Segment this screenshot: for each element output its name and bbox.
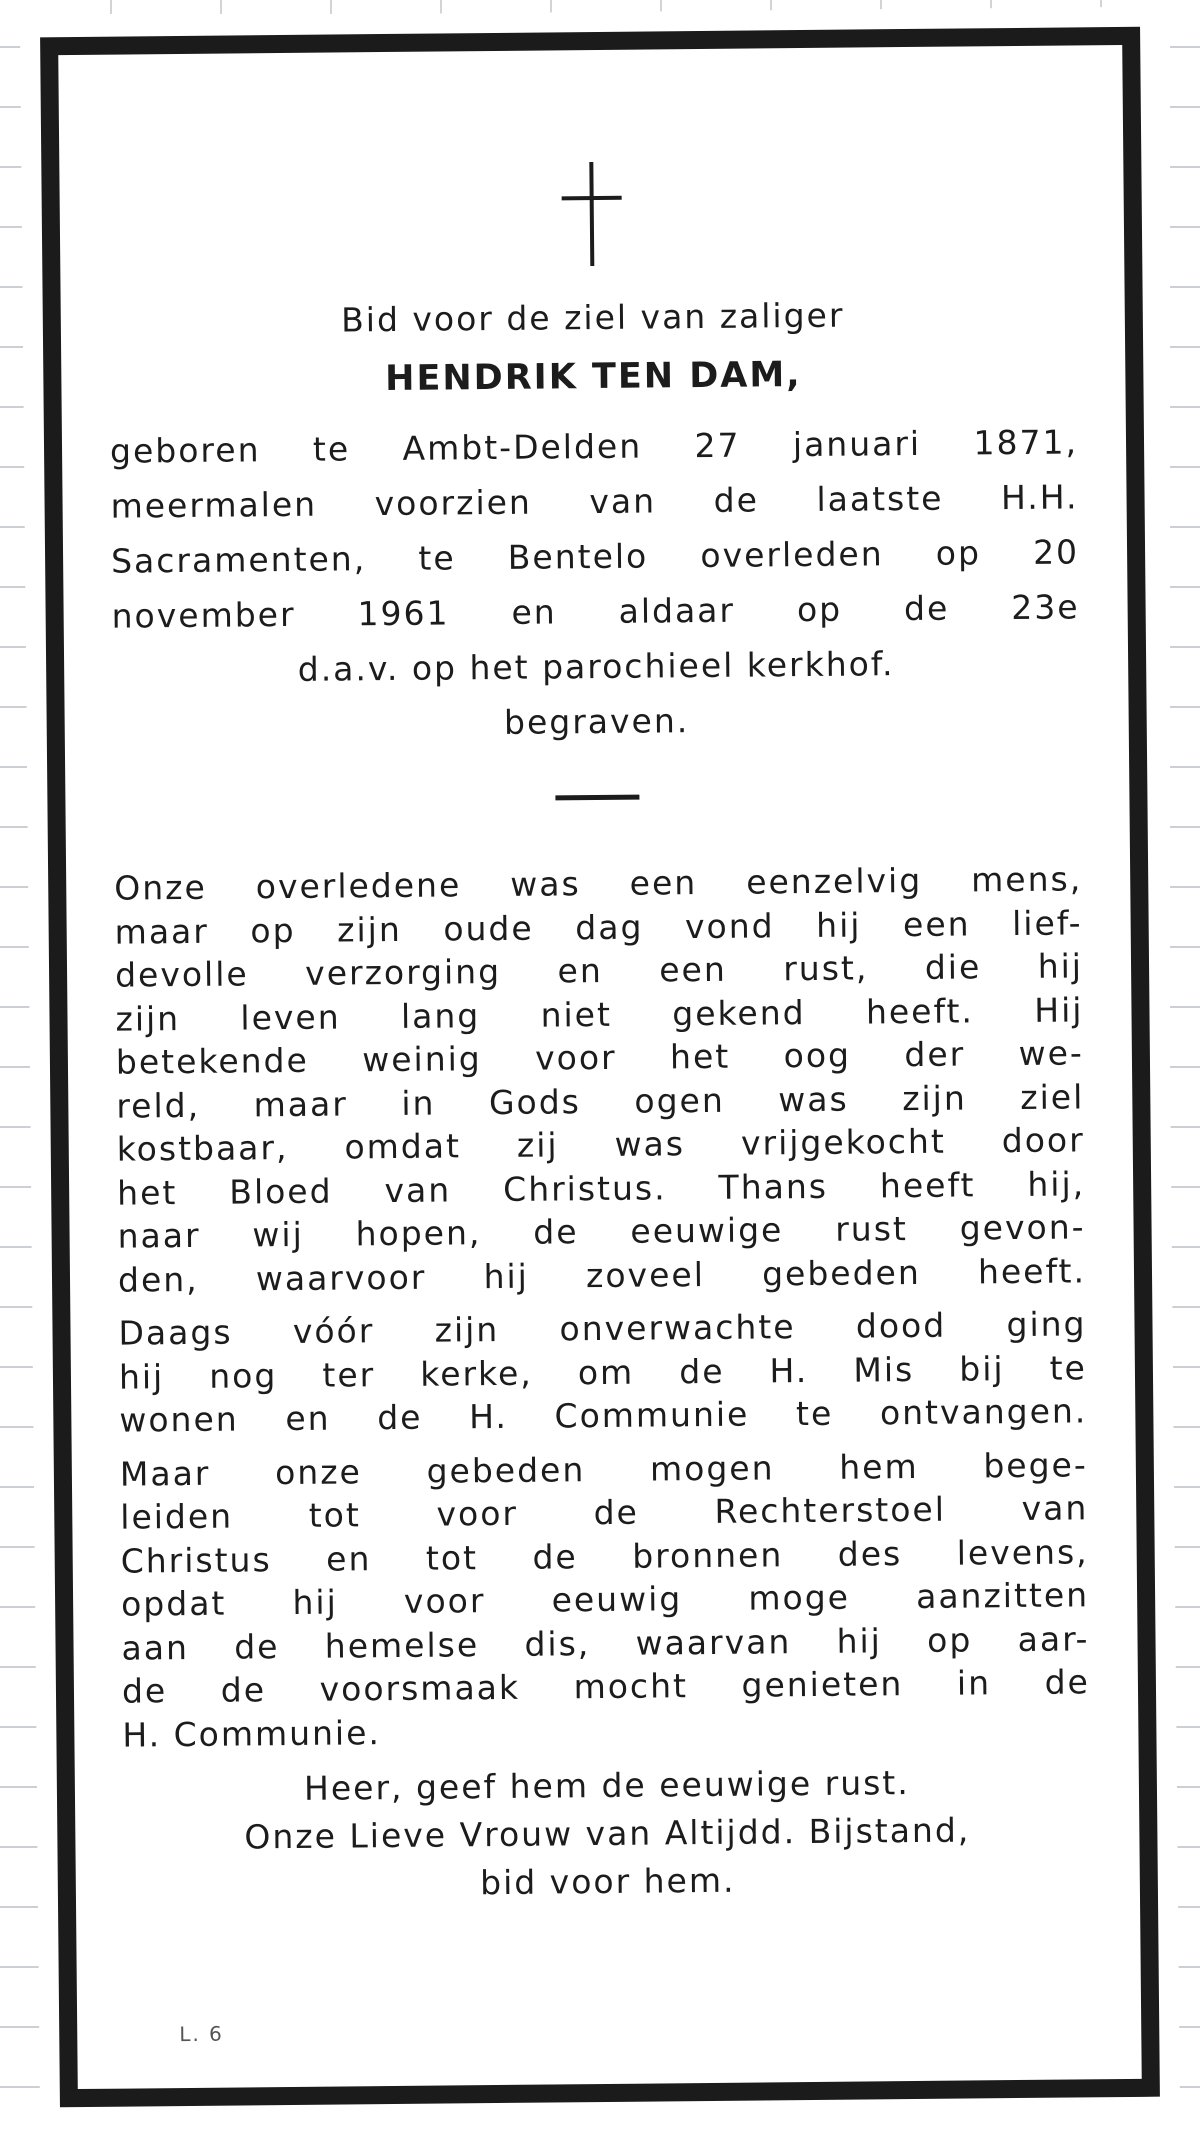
word: voorzien bbox=[374, 482, 533, 524]
word: dis, bbox=[524, 1623, 591, 1664]
word: dood bbox=[855, 1305, 947, 1346]
word: laatste bbox=[816, 478, 944, 519]
word: bege- bbox=[983, 1444, 1088, 1485]
word: een bbox=[659, 949, 727, 990]
word: van bbox=[1021, 1488, 1089, 1528]
word: omdat bbox=[344, 1126, 462, 1167]
word: geboren bbox=[109, 430, 261, 471]
word: hij bbox=[292, 1582, 338, 1622]
closing-prayer bbox=[123, 1757, 1092, 1910]
word: H. bbox=[468, 1396, 509, 1437]
word: onze bbox=[274, 1451, 363, 1492]
word: H.H. bbox=[1000, 477, 1079, 518]
word: maar bbox=[114, 911, 210, 952]
word: was bbox=[614, 1124, 686, 1164]
word: Rechterstoel bbox=[714, 1489, 947, 1531]
word: te bbox=[1049, 1347, 1088, 1388]
word: op bbox=[935, 533, 982, 573]
word: aar- bbox=[1017, 1618, 1090, 1659]
word: reld, bbox=[116, 1085, 201, 1126]
bio-line bbox=[110, 414, 1078, 478]
word: te bbox=[795, 1393, 834, 1434]
word: ter bbox=[322, 1354, 376, 1395]
word: lief- bbox=[1011, 902, 1083, 943]
word: voor bbox=[534, 1037, 617, 1078]
word: hij bbox=[815, 904, 862, 945]
biography bbox=[110, 414, 1081, 753]
word: november bbox=[111, 594, 296, 636]
intro-line: Bid voor de ziel van zaliger bbox=[340, 295, 845, 340]
word: moge bbox=[748, 1577, 851, 1618]
word: Sacramenten, bbox=[110, 539, 367, 581]
prayer-line: bid voor hem. bbox=[479, 1860, 736, 1903]
word: tot bbox=[308, 1495, 362, 1535]
word: hij bbox=[483, 1256, 530, 1296]
word: was bbox=[778, 1079, 849, 1119]
word: van bbox=[384, 1169, 452, 1210]
word: lang bbox=[400, 995, 481, 1036]
word: hopen, bbox=[355, 1213, 482, 1254]
text-line bbox=[117, 1162, 1085, 1215]
word: 1961 bbox=[357, 593, 450, 634]
word: aan bbox=[121, 1627, 190, 1668]
bio-line: d.a.v. op het parochieel kerkhof. bbox=[297, 644, 895, 689]
word: eeuwige bbox=[630, 1210, 784, 1251]
word: door bbox=[1001, 1120, 1085, 1161]
word: Thans bbox=[718, 1166, 829, 1207]
word: 23e bbox=[1011, 587, 1080, 628]
word: 27 bbox=[694, 425, 741, 466]
word: wonen bbox=[119, 1399, 239, 1440]
bio-line bbox=[111, 524, 1079, 588]
word: was bbox=[510, 864, 581, 904]
word: meermalen bbox=[110, 484, 318, 526]
deceased-name: HENDRIK TEN DAM, bbox=[385, 355, 802, 400]
word: voorsmaak bbox=[319, 1667, 521, 1709]
word: een bbox=[902, 903, 971, 944]
text-line bbox=[120, 1486, 1088, 1539]
word: die bbox=[924, 947, 982, 987]
word: Communie bbox=[554, 1394, 750, 1436]
word: gevon- bbox=[959, 1207, 1086, 1248]
word: Christus. bbox=[502, 1167, 667, 1209]
word: de bbox=[1044, 1662, 1091, 1702]
word: levens, bbox=[956, 1531, 1089, 1573]
word: genieten bbox=[741, 1664, 904, 1705]
word: hem bbox=[839, 1446, 919, 1487]
word: wij bbox=[252, 1214, 304, 1255]
word: Mis bbox=[853, 1349, 915, 1390]
eulogy-paragraph-1 bbox=[114, 857, 1086, 1301]
word: kerke, bbox=[420, 1353, 533, 1394]
word: hij bbox=[118, 1356, 165, 1397]
word: bronnen bbox=[632, 1534, 784, 1576]
word: aanzitten bbox=[915, 1575, 1090, 1616]
word: een bbox=[629, 863, 698, 903]
word: op bbox=[926, 1619, 973, 1660]
word: der bbox=[904, 1034, 966, 1075]
word: 1871, bbox=[973, 422, 1079, 463]
word: overleden bbox=[700, 534, 884, 576]
word: we- bbox=[1018, 1033, 1085, 1073]
word: hemelse bbox=[324, 1624, 480, 1666]
word: oude bbox=[443, 908, 534, 948]
text-line bbox=[118, 1302, 1086, 1355]
word: vrijgekocht bbox=[740, 1121, 946, 1163]
word: van bbox=[589, 481, 657, 522]
word: leiden bbox=[120, 1496, 234, 1537]
word: heeft. bbox=[977, 1250, 1087, 1291]
word: Bloed bbox=[229, 1171, 333, 1212]
word: aldaar bbox=[618, 590, 736, 631]
word: heeft bbox=[879, 1164, 976, 1205]
word: waarvan bbox=[635, 1621, 792, 1663]
divider bbox=[555, 795, 639, 801]
word: tot bbox=[425, 1537, 479, 1578]
word: zoveel bbox=[585, 1254, 706, 1295]
word: mogen bbox=[649, 1447, 775, 1489]
word: in bbox=[956, 1663, 992, 1703]
word: weinig bbox=[362, 1039, 482, 1080]
word: de bbox=[532, 1536, 578, 1577]
word: voor bbox=[403, 1581, 486, 1621]
word: hij bbox=[1037, 946, 1084, 986]
word: zijn bbox=[336, 909, 402, 950]
word: zij bbox=[516, 1125, 559, 1165]
memorial-card bbox=[20, 7, 1180, 2128]
word: de bbox=[377, 1397, 423, 1438]
word: voor bbox=[436, 1493, 519, 1534]
word: zijn bbox=[115, 998, 181, 1039]
word: ontvangen. bbox=[879, 1391, 1088, 1433]
word: om bbox=[577, 1352, 635, 1392]
word: het bbox=[669, 1036, 731, 1077]
word: op bbox=[250, 910, 296, 950]
word: Bentelo bbox=[507, 536, 649, 577]
word: nog bbox=[209, 1355, 278, 1396]
word: de bbox=[903, 588, 950, 629]
text-line bbox=[121, 1617, 1089, 1670]
word: naar bbox=[117, 1215, 201, 1256]
word: devolle bbox=[114, 954, 249, 995]
word: de bbox=[220, 1670, 267, 1710]
word: kostbaar, bbox=[116, 1127, 289, 1169]
word: niet bbox=[540, 994, 613, 1035]
print-code: L. 6 bbox=[179, 2021, 224, 2047]
word: ogen bbox=[634, 1080, 725, 1121]
word: zijn bbox=[434, 1309, 500, 1350]
word: leven bbox=[240, 996, 341, 1037]
word: hij, bbox=[1027, 1163, 1086, 1204]
text-line: H. Communie. bbox=[122, 1712, 382, 1755]
word: de bbox=[234, 1626, 280, 1667]
word: eeuwig bbox=[551, 1579, 683, 1620]
word: Gods bbox=[488, 1081, 582, 1122]
word: gekend bbox=[672, 992, 806, 1033]
word: het bbox=[116, 1172, 178, 1213]
bio-line bbox=[110, 469, 1078, 533]
word: te bbox=[312, 429, 351, 469]
word: de bbox=[533, 1212, 579, 1252]
prayer-line: Onze Lieve Vrouw van Altijdd. Bijstand, bbox=[244, 1810, 971, 1857]
cross-icon bbox=[561, 162, 622, 267]
word: eenzelvig bbox=[746, 860, 923, 902]
word: Maar bbox=[119, 1453, 211, 1494]
word: hij bbox=[836, 1620, 883, 1661]
word: vond bbox=[684, 905, 775, 946]
word: oog bbox=[783, 1035, 852, 1076]
word: Onze bbox=[114, 867, 207, 908]
word: Daags bbox=[118, 1312, 233, 1353]
word: mocht bbox=[573, 1666, 689, 1707]
word: vóór bbox=[292, 1311, 375, 1351]
word: en bbox=[557, 950, 603, 991]
word: H. bbox=[769, 1350, 809, 1390]
word: gebeden bbox=[761, 1252, 921, 1293]
word: Christus bbox=[120, 1539, 272, 1581]
word: rust, bbox=[783, 948, 869, 989]
word: Ambt-Delden bbox=[402, 426, 643, 468]
eulogy-paragraph-2 bbox=[118, 1302, 1087, 1442]
word: gebeden bbox=[426, 1449, 586, 1491]
text-line bbox=[119, 1389, 1087, 1442]
word: Hij bbox=[1034, 989, 1084, 1030]
word: rust bbox=[835, 1209, 909, 1249]
word: den, bbox=[117, 1259, 199, 1300]
word: maar bbox=[253, 1083, 348, 1124]
text-line bbox=[118, 1249, 1086, 1302]
word: de bbox=[593, 1492, 640, 1533]
word: de bbox=[679, 1351, 725, 1391]
word: dag bbox=[575, 907, 644, 947]
word: 20 bbox=[1032, 532, 1080, 572]
word: en bbox=[325, 1538, 372, 1579]
word: betekende bbox=[115, 1040, 310, 1082]
card-content bbox=[107, 157, 1092, 1910]
word: opdat bbox=[120, 1583, 227, 1624]
word: onverwachte bbox=[559, 1307, 796, 1349]
word: mens, bbox=[970, 859, 1083, 900]
prayer-line: Heer, geef hem de eeuwige rust. bbox=[303, 1763, 910, 1808]
word: te bbox=[418, 538, 456, 578]
word: de bbox=[121, 1671, 168, 1711]
eulogy-paragraph-3 bbox=[120, 1443, 1091, 1757]
bio-line: begraven. bbox=[503, 701, 690, 742]
word: overledene bbox=[255, 865, 462, 907]
word: de bbox=[713, 480, 760, 520]
word: bij bbox=[959, 1348, 1005, 1389]
bio-line bbox=[111, 579, 1079, 643]
word: des bbox=[837, 1533, 903, 1574]
word: ging bbox=[1006, 1304, 1087, 1345]
word: en bbox=[511, 592, 557, 632]
word: waarvoor bbox=[255, 1257, 427, 1298]
word: ziel bbox=[1020, 1076, 1085, 1117]
word: heeft. bbox=[865, 990, 975, 1031]
word: in bbox=[401, 1083, 436, 1123]
word: op bbox=[796, 589, 843, 630]
word: januari bbox=[792, 423, 922, 465]
word: zijn bbox=[902, 1077, 967, 1118]
word: verzorging bbox=[304, 951, 502, 993]
word: en bbox=[285, 1398, 331, 1439]
eulogy bbox=[114, 857, 1090, 1756]
